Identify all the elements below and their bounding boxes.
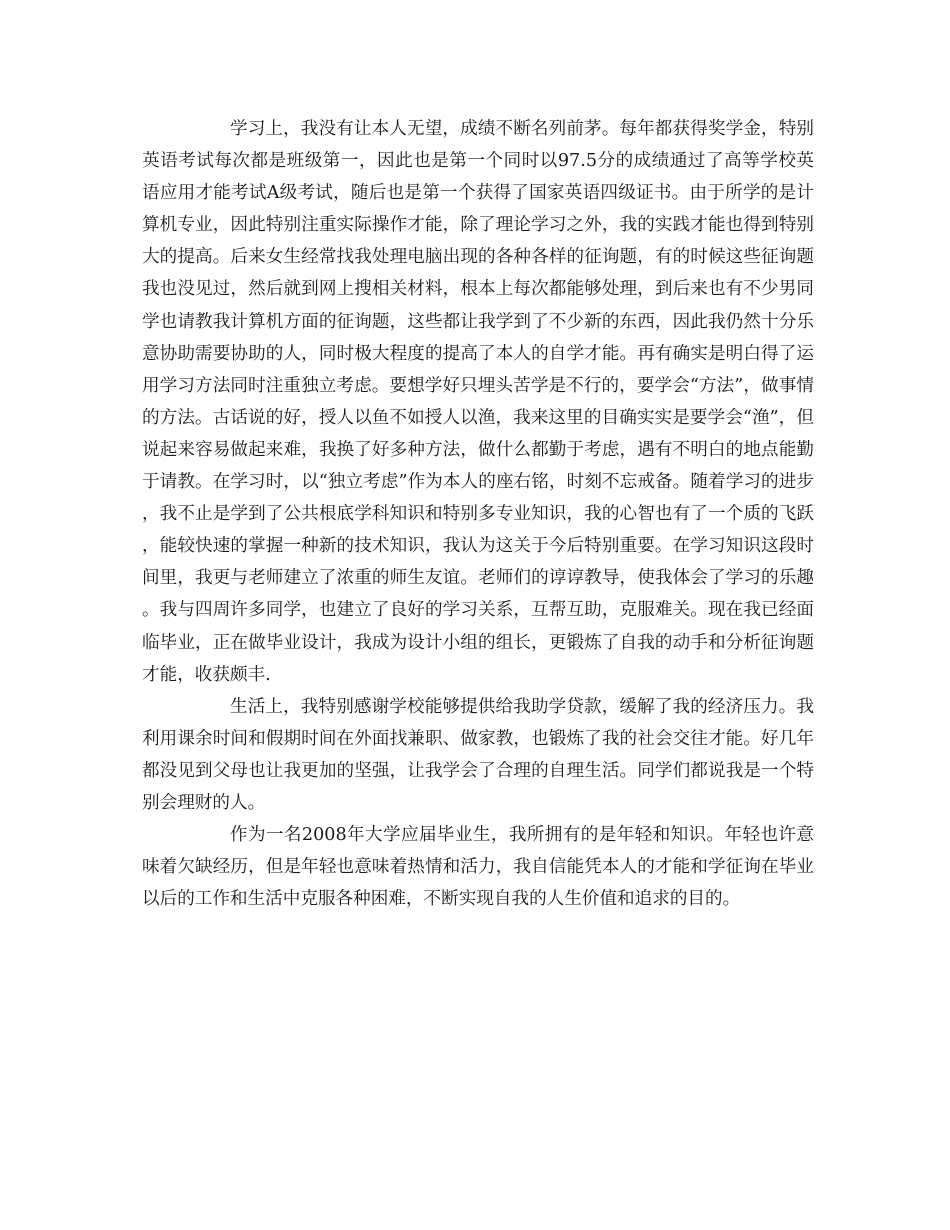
paragraph-conclusion: 作为一名2008年大学应届毕业生，我所拥有的是年轻和知识。年轻也许意味着欠缺经历，但是年轻也意味着热情和活力，我自信能凭本人的才能和学征询在毕业以后的工作和生活中克服各种困难，不断实现自我的人生价值和追求的目的。	[142, 825, 814, 910]
paragraph-study: 学习上，我没有让本人无望，成绩不断名列前茅。每年都获得奖学金，特别英语考试每次都是班级第一，因此也是第一个同时以97.5分的成绩通过了高等学校英语应用才能考试A级考试，随后也是第一个获得了国家英语四级证书。由于所学的是计算机专业，因此特别注重实际操作才能，除了理论学习之外，我的实践才能也得到特别大的提高。后来女生经常找我处理电脑出现的各种各样的征询题，有的时候这些征询题我也没见过，然后就到网上搜相关材料，根本上每次都能够处理，到后来也有不少男同学也请教我计算机方面的征询题，这些都让我学到了不少新的东西，因此我仍然十分乐意协助需要协助的人，同时极大程度的提高了本人的自学才能。再有确实是明白得了运用学习方法同时注重独立考虑。要想学好只埋头苦学是不行的，要学会“方法”，做事情的方法。古话说的好，授人以鱼不如授人以渔，我来这里的目确实实是要学会“渔”，但说起来容易做起来难，我换了好多种方法，做什么都勤于考虑，遇有不明白的地点能勤于请教。在学习时，以“独立考虑”作为本人的座右铭，时刻不忘戒备。随着学习的进步，我不止是学到了公共根底学科知识和特别多专业知识，我的心智也有了一个质的飞跃，能较快速的掌握一种新的技术知识，我认为这关于今后特别重要。在学习知识这段时间里，我更与老师建立了浓重的师生友谊。老师们的谆谆教导，使我体会了学习的乐趣。我与四周许多同学，也建立了良好的学习关系，互帮互助，克服难关。现在我已经面临毕业，正在做毕业设计，我成为设计小组的组长，更锻炼了自我的动手和分析征询题才能，收获颇丰.	[142, 119, 814, 685]
paragraph-life: 生活上，我特别感谢学校能够提供给我助学贷款，缓解了我的经济压力。我利用课余时间和假期时间在外面找兼职、做家教，也锻炼了我的社会交往才能。好几年都没见到父母也让我更加的坚强，让我学会了合理的自理生活。同学们都说我是一个特别会理财的人。	[142, 696, 814, 813]
document-body	[142, 113, 814, 915]
